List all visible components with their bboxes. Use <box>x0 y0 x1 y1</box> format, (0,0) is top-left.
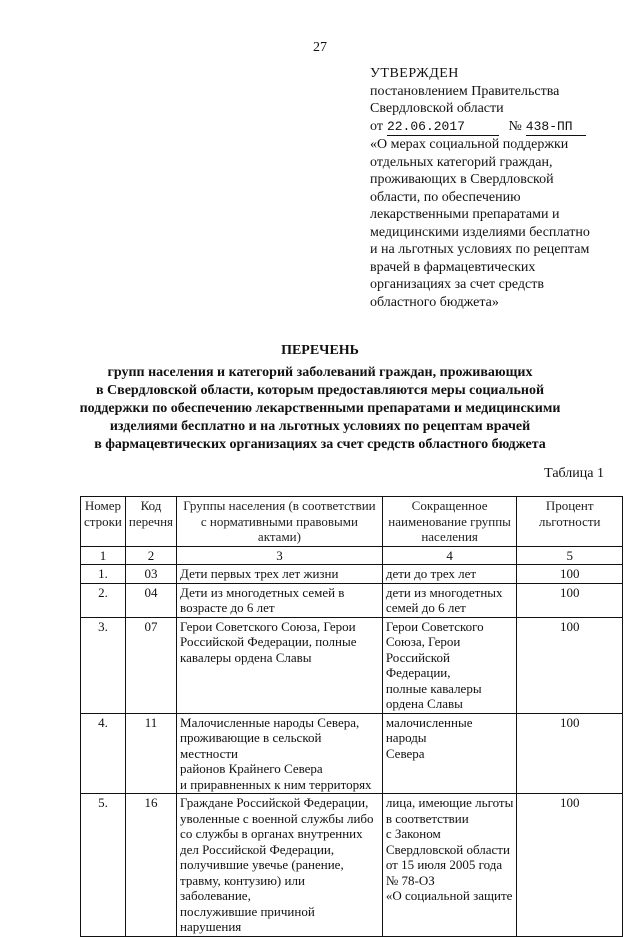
cell-line: малочисленные народы <box>385 714 473 745</box>
cell-line: семей до 6 лет <box>385 600 466 615</box>
row-number: 1. <box>81 565 126 584</box>
approval-line: Свердловской области <box>370 101 504 116</box>
row-code: 11 <box>125 713 176 794</box>
row-short-name <box>382 713 517 794</box>
row-groups <box>177 713 383 794</box>
row-code: 16 <box>125 794 176 937</box>
heading-line: групп населения и категорий заболеваний граждан, проживающих <box>107 365 533 380</box>
row-percent: 100 <box>517 565 623 584</box>
decree-title <box>370 136 620 311</box>
table-row <box>81 617 623 713</box>
header-text: Процент <box>545 498 594 513</box>
row-percent: 100 <box>517 713 623 794</box>
cell-line: Граждане Российской Федерации, <box>180 795 369 810</box>
table-header-row <box>81 497 623 547</box>
row-percent: 100 <box>517 617 623 713</box>
row-short-name <box>382 565 517 584</box>
cell-line: Герои Советского <box>385 618 484 634</box>
benefits-table <box>80 496 623 937</box>
row-percent: 100 <box>517 583 623 617</box>
header-text: Код <box>140 498 162 513</box>
cell-line: Дети первых трех лет жизни <box>180 566 339 581</box>
decree-title-line: областного бюджета» <box>370 294 499 310</box>
cell-line: дети до трех лет <box>385 566 477 581</box>
cell-line: районов Крайнего Севера <box>180 761 323 776</box>
cell-line: Дети из многодетных семей в <box>180 584 345 600</box>
row-code: 04 <box>125 583 176 617</box>
header-text: льготности <box>538 513 601 529</box>
cell-line: лица, имеющие льготы <box>385 795 514 810</box>
cell-line: Союза, Герои <box>385 634 461 649</box>
header-text: Группы населения (в соответствии <box>183 498 376 513</box>
cell-line: № 78-ОЗ <box>385 872 435 888</box>
page-number: 27 <box>313 40 327 55</box>
column-number: 2 <box>125 546 176 565</box>
cell-line: получившие увечье (ранение, <box>180 857 344 872</box>
cell-line: «О социальной защите <box>385 888 513 903</box>
column-number: 4 <box>382 546 517 565</box>
cell-line: в соответствии <box>385 810 469 826</box>
column-number-row <box>81 546 623 565</box>
decree-title-line: медицинскими изделиями бесплатно <box>370 224 590 240</box>
heading-line: изделиями бесплатно и на льготных условиях по рецептам врачей <box>109 419 531 434</box>
row-number: 4. <box>81 713 126 794</box>
row-groups <box>177 794 383 937</box>
row-number: 2. <box>81 583 126 617</box>
header-text: наименование группы <box>388 513 511 529</box>
decree-title-line: лекарственными препаратами и <box>370 207 560 222</box>
header-short-name <box>382 497 517 547</box>
cell-line: проживающие в сельской местности <box>180 730 322 761</box>
cell-line: Российской Федерации, полные <box>180 634 357 649</box>
table-label: Таблица 1 <box>544 466 604 481</box>
cell-line: дел Российской Федерации, <box>180 841 335 857</box>
table-row <box>81 713 623 794</box>
row-groups <box>177 617 383 713</box>
heading-title: ПЕРЕЧЕНЬ <box>281 343 359 358</box>
cell-line: ордена Славы <box>385 696 463 711</box>
row-short-name <box>382 794 517 937</box>
header-text: населения <box>421 529 478 544</box>
cell-line: со службы в органах внутренних <box>180 826 363 841</box>
approval-title: УТВЕРЖДЕН <box>370 66 459 81</box>
header-text: с нормативными правовыми <box>200 513 358 529</box>
cell-line: послужившие причиной нарушения <box>180 903 315 934</box>
decree-title-line: «О мерах социальной поддержки <box>370 137 569 152</box>
row-groups <box>177 583 383 617</box>
cell-line: Малочисленные народы Севера, <box>180 714 360 730</box>
approval-block <box>370 65 620 311</box>
cell-line: травму, контузию) или заболевание, <box>180 872 305 903</box>
cell-line: кавалеры ордена Славы <box>180 649 312 665</box>
cell-line: Герои Советского Союза, Герои <box>180 618 356 634</box>
header-percent <box>517 497 623 547</box>
column-number: 1 <box>81 546 126 565</box>
list-heading <box>70 342 570 454</box>
header-text: Сокращенное <box>411 498 488 513</box>
row-short-name <box>382 583 517 617</box>
cell-line: Севера <box>385 745 425 761</box>
cell-line: Российской Федерации, <box>385 649 451 680</box>
header-text: Номер <box>84 498 122 513</box>
date-prefix: от <box>370 118 383 134</box>
header-text: перечня <box>128 513 174 529</box>
cell-line: от 15 июля 2005 года <box>385 857 503 872</box>
row-code: 03 <box>125 565 176 584</box>
row-number: 3. <box>81 617 126 713</box>
table-row <box>81 583 623 617</box>
cell-line: возрасте до 6 лет <box>180 600 275 615</box>
header-code <box>125 497 176 547</box>
header-text: актами) <box>257 529 301 544</box>
heading-line: в фармацевтических организациях за счет средств областного бюджета <box>94 437 546 452</box>
column-number: 5 <box>517 546 623 565</box>
column-number: 3 <box>177 546 383 565</box>
table-row <box>81 794 623 937</box>
approval-number: 438-ПП <box>526 118 586 137</box>
cell-line: полные кавалеры <box>385 680 482 696</box>
decree-title-line: врачей в фармацевтических <box>370 259 536 275</box>
cell-line: дети из многодетных <box>385 584 503 600</box>
approval-date-line <box>370 118 620 137</box>
table-row <box>81 565 623 584</box>
row-number: 5. <box>81 794 126 937</box>
decree-title-line: проживающих в Свердловской <box>370 172 554 187</box>
row-groups <box>177 565 383 584</box>
header-row-number <box>81 497 126 547</box>
cell-line: Свердловской области <box>385 841 510 857</box>
heading-line: поддержки по обеспечению лекарственными препаратами и медицинскими <box>79 401 561 416</box>
number-prefix: № <box>508 118 522 134</box>
approval-date: 22.06.2017 <box>387 118 499 137</box>
row-percent: 100 <box>517 794 623 937</box>
row-code: 07 <box>125 617 176 713</box>
decree-title-line: и на льготных условиях по рецептам <box>370 242 590 257</box>
header-groups <box>177 497 383 547</box>
approval-line: постановлением Правительства <box>370 83 560 99</box>
row-short-name <box>382 617 517 713</box>
cell-line: уволенные с военной службы либо <box>180 810 374 826</box>
decree-title-line: отдельных категорий граждан, <box>370 154 553 170</box>
heading-line: в Свердловской области, которым предоставляются меры социальной <box>95 383 545 398</box>
cell-line: и приравненных к ним территорях <box>180 776 372 792</box>
cell-line: с Законом <box>385 826 441 841</box>
decree-title-line: области, по обеспечению <box>370 189 521 205</box>
decree-title-line: организациях за счет средств <box>370 277 544 292</box>
header-text: строки <box>84 513 122 529</box>
